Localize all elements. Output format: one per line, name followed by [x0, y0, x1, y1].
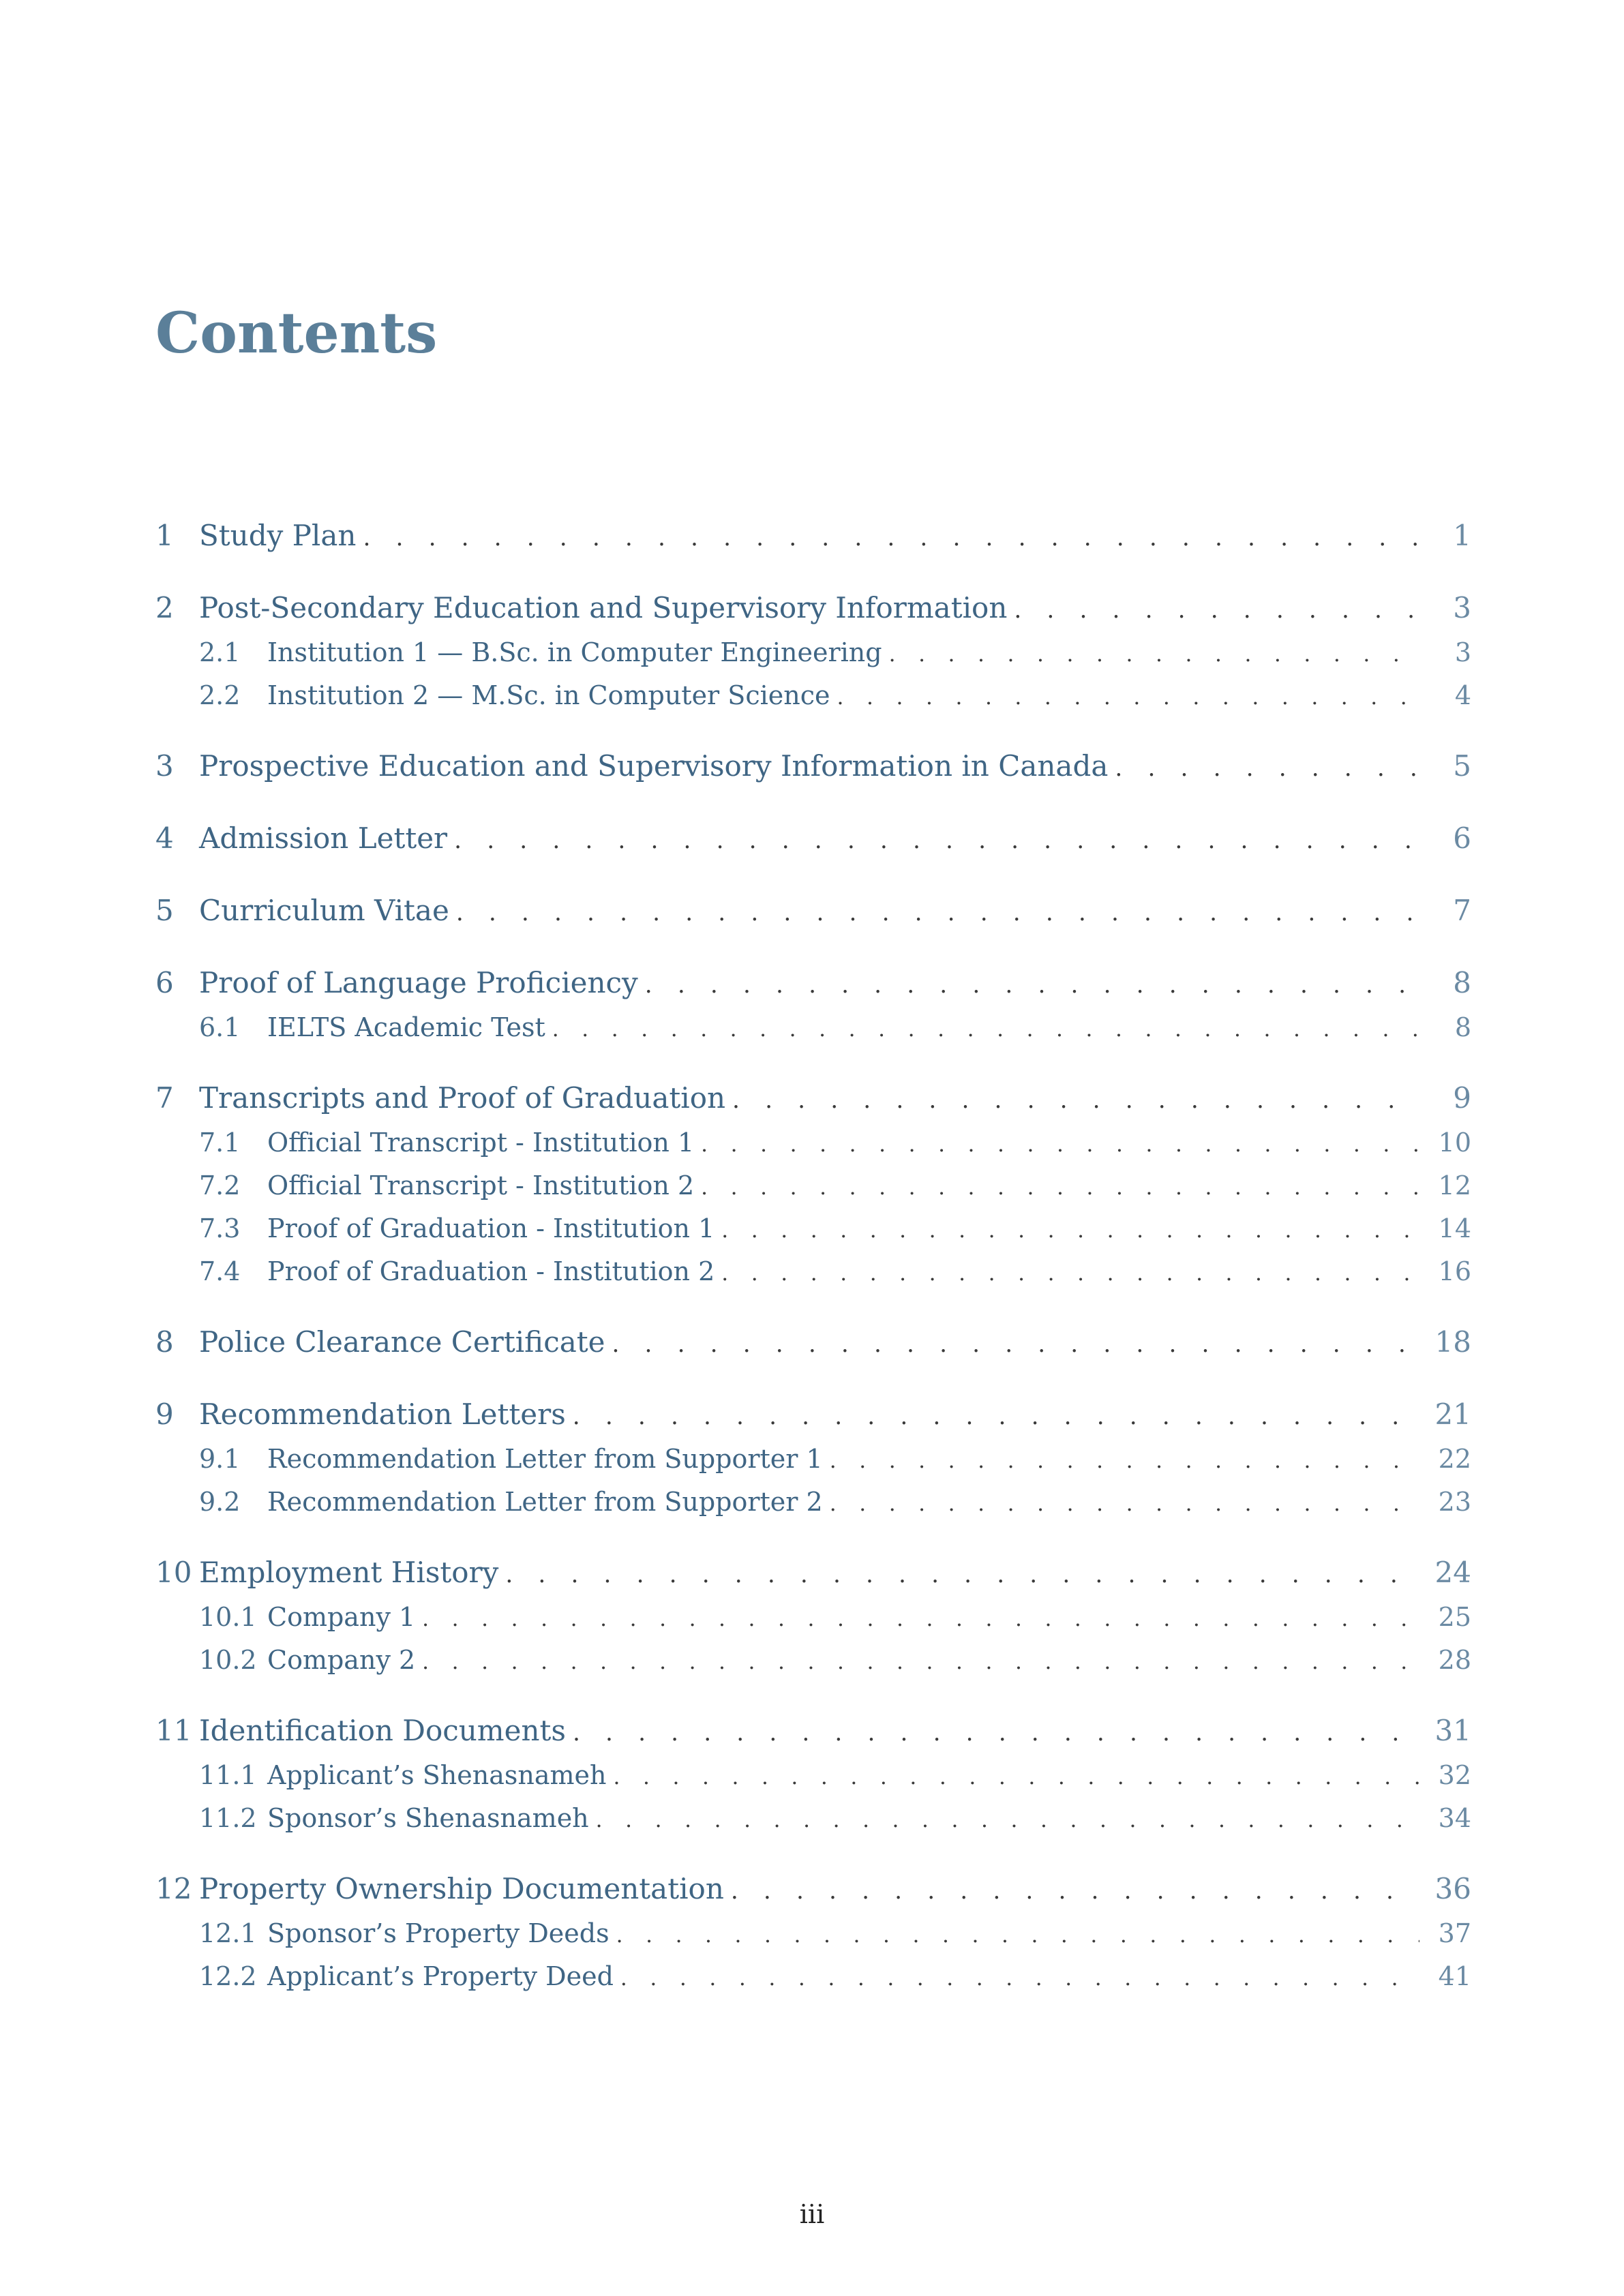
- dot-leader: [830, 1440, 1419, 1483]
- toc-entry-title[interactable]: Recommendation Letter from Supporter 1: [267, 1444, 823, 1474]
- toc-entry-title[interactable]: Post-Secondary Education and Supervisory Information: [199, 591, 1008, 624]
- toc-entry-title[interactable]: Proof of Graduation - Institution 2: [267, 1256, 715, 1286]
- page-title: Contents: [155, 301, 438, 366]
- toc-entry-title[interactable]: Applicant’s Shenasnameh: [267, 1760, 607, 1790]
- toc-entry-number: 12.2: [199, 1961, 257, 1991]
- dot-leader: [1014, 587, 1419, 633]
- dot-leader: [837, 676, 1420, 719]
- toc-entry-page[interactable]: 1: [1453, 519, 1471, 552]
- toc-entry-page[interactable]: 5: [1453, 749, 1471, 783]
- toc-entry-number: 12.1: [199, 1918, 257, 1948]
- dot-leader: [889, 633, 1419, 676]
- toc-entry-page[interactable]: 18: [1434, 1325, 1471, 1359]
- toc-entry-number: 4: [155, 821, 174, 855]
- toc-entry-number: 10.2: [199, 1645, 257, 1675]
- dot-leader: [721, 1209, 1419, 1252]
- toc-entry-title[interactable]: Employment History: [199, 1556, 499, 1589]
- toc-entry-page[interactable]: 34: [1438, 1803, 1471, 1833]
- toc-entry-section[interactable]: [155, 1319, 1471, 1365]
- toc-entry-page[interactable]: 41: [1438, 1961, 1471, 1991]
- toc-section: [155, 1550, 1471, 1682]
- toc-entry-subsection[interactable]: [155, 1481, 1471, 1524]
- toc-entry-page[interactable]: 3: [1454, 637, 1471, 667]
- toc-section: [155, 1866, 1471, 1998]
- toc-entry-section[interactable]: [155, 743, 1471, 789]
- dot-leader: [620, 1957, 1419, 2000]
- toc-entry-subsection[interactable]: [155, 1207, 1471, 1250]
- toc-entry-number: 8: [155, 1325, 174, 1359]
- dot-leader: [363, 515, 1419, 561]
- dot-leader: [721, 1252, 1419, 1295]
- toc-section: [155, 513, 1471, 559]
- toc-section: [155, 743, 1471, 789]
- toc-entry-number: 11.1: [199, 1760, 257, 1790]
- toc-entry-number: 10.1: [199, 1602, 257, 1632]
- toc-entry-subsection[interactable]: [155, 1250, 1471, 1293]
- toc-entry-title[interactable]: Curriculum Vitae: [199, 894, 449, 927]
- toc-entry-page[interactable]: 14: [1438, 1213, 1471, 1243]
- table-of-contents: [155, 513, 1471, 2024]
- toc-entry-number: 5: [155, 894, 174, 927]
- toc-entry-title[interactable]: Property Ownership Documentation: [199, 1872, 724, 1905]
- toc-entry-title[interactable]: Applicant’s Property Deed: [267, 1961, 614, 1991]
- toc-entry-page[interactable]: 24: [1434, 1556, 1471, 1589]
- toc-entry-title[interactable]: Official Transcript - Institution 2: [267, 1170, 695, 1200]
- toc-entry-number: 11: [155, 1714, 192, 1747]
- toc-entry-page[interactable]: 9: [1453, 1081, 1471, 1115]
- toc-entry-page[interactable]: 8: [1453, 966, 1471, 999]
- toc-entry-section[interactable]: [155, 960, 1471, 1006]
- toc-entry-title[interactable]: Proof of Graduation - Institution 1: [267, 1213, 715, 1243]
- dot-leader: [732, 1077, 1419, 1123]
- toc-entry-number: 2.1: [199, 637, 241, 667]
- toc-entry-number: 7.3: [199, 1213, 241, 1243]
- page-footer-number: iii: [799, 2199, 825, 2229]
- toc-entry-section[interactable]: [155, 888, 1471, 934]
- dot-leader: [1115, 745, 1419, 791]
- dot-leader: [614, 1756, 1420, 1799]
- toc-entry-number: 6.1: [199, 1012, 241, 1042]
- toc-entry-title[interactable]: Study Plan: [199, 519, 357, 552]
- toc-entry-page[interactable]: 23: [1438, 1487, 1471, 1517]
- toc-section: [155, 585, 1471, 717]
- toc-entry-title[interactable]: Identification Documents: [199, 1714, 566, 1747]
- toc-entry-number: 7: [155, 1081, 174, 1115]
- toc-entry-number: 7.2: [199, 1170, 241, 1200]
- toc-entry-number: 10: [155, 1556, 192, 1589]
- dot-leader: [552, 1008, 1419, 1051]
- toc-entry-subsection[interactable]: [155, 631, 1471, 674]
- toc-entry-page[interactable]: 8: [1454, 1012, 1471, 1042]
- toc-entry-title[interactable]: Police Clearance Certificate: [199, 1325, 605, 1359]
- dot-leader: [701, 1166, 1419, 1209]
- toc-entry-subsection[interactable]: [155, 1955, 1471, 1998]
- toc-entry-section[interactable]: [155, 1391, 1471, 1438]
- dot-leader: [573, 1710, 1419, 1756]
- toc-entry-number: 6: [155, 966, 174, 999]
- toc-entry-page[interactable]: 10: [1438, 1128, 1471, 1158]
- toc-entry-title[interactable]: Institution 1 — B.Sc. in Computer Engineering: [267, 637, 882, 667]
- toc-entry-page[interactable]: 12: [1438, 1170, 1471, 1200]
- toc-entry-section[interactable]: [155, 1550, 1471, 1596]
- toc-entry-number: 1: [155, 519, 174, 552]
- toc-entry-title[interactable]: Company 1: [267, 1602, 416, 1632]
- toc-entry-title[interactable]: Proof of Language Proficiency: [199, 966, 638, 999]
- toc-section: [155, 815, 1471, 862]
- toc-entry-subsection[interactable]: [155, 674, 1471, 717]
- dot-leader: [456, 890, 1419, 936]
- toc-section: [155, 1391, 1471, 1524]
- dot-leader: [454, 817, 1419, 864]
- toc-entry-title[interactable]: Institution 2 — M.Sc. in Computer Science: [267, 680, 830, 710]
- toc-entry-title[interactable]: Company 2: [267, 1645, 416, 1675]
- toc-entry-page[interactable]: 37: [1438, 1918, 1471, 1948]
- toc-entry-page[interactable]: 36: [1434, 1872, 1471, 1905]
- toc-entry-subsection[interactable]: [155, 1912, 1471, 1955]
- toc-entry-number: 9.1: [199, 1444, 241, 1474]
- toc-entry-number: 3: [155, 749, 174, 783]
- dot-leader: [422, 1598, 1419, 1641]
- toc-entry-section[interactable]: [155, 815, 1471, 862]
- toc-entry-page[interactable]: 25: [1438, 1602, 1471, 1632]
- toc-entry-page[interactable]: 3: [1453, 591, 1471, 624]
- dot-leader: [422, 1641, 1419, 1684]
- toc-entry-section[interactable]: [155, 585, 1471, 631]
- toc-entry-page[interactable]: 7: [1453, 894, 1471, 927]
- toc-entry-subsection[interactable]: [155, 1596, 1471, 1639]
- dot-leader: [616, 1914, 1419, 1957]
- toc-entry-section[interactable]: [155, 1075, 1471, 1121]
- toc-entry-title[interactable]: Sponsor’s Shenasnameh: [267, 1803, 589, 1833]
- toc-section: [155, 888, 1471, 934]
- toc-entry-number: 12: [155, 1872, 192, 1905]
- toc-entry-subsection[interactable]: [155, 1164, 1471, 1207]
- toc-entry-subsection[interactable]: [155, 1797, 1471, 1840]
- toc-entry-page[interactable]: 22: [1438, 1444, 1471, 1474]
- toc-section: [155, 1319, 1471, 1365]
- toc-entry-subsection[interactable]: [155, 1639, 1471, 1682]
- toc-section: [155, 1075, 1471, 1293]
- toc-section: [155, 1708, 1471, 1840]
- toc-entry-number: 11.2: [199, 1803, 257, 1833]
- toc-entry-title[interactable]: Recommendation Letters: [199, 1398, 566, 1431]
- dot-leader: [731, 1868, 1419, 1914]
- toc-entry-number: 2: [155, 591, 174, 624]
- dot-leader: [596, 1799, 1419, 1842]
- toc-entry-section[interactable]: [155, 1708, 1471, 1754]
- toc-entry-page[interactable]: 4: [1454, 680, 1471, 710]
- dot-leader: [645, 962, 1419, 1008]
- toc-entry-page[interactable]: 21: [1434, 1398, 1471, 1431]
- dot-leader: [701, 1123, 1419, 1166]
- toc-entry-title[interactable]: Official Transcript - Institution 1: [267, 1128, 695, 1158]
- dot-leader: [612, 1321, 1420, 1368]
- toc-entry-number: 7.1: [199, 1128, 241, 1158]
- toc-section: [155, 960, 1471, 1049]
- toc-entry-number: 7.4: [199, 1256, 241, 1286]
- toc-entry-title[interactable]: Admission Letter: [199, 821, 448, 855]
- dot-leader: [573, 1393, 1419, 1440]
- toc-entry-number: 2.2: [199, 680, 241, 710]
- toc-entry-page[interactable]: 28: [1438, 1645, 1471, 1675]
- dot-leader: [505, 1552, 1419, 1598]
- toc-entry-number: 9.2: [199, 1487, 241, 1517]
- toc-entry-page[interactable]: 32: [1438, 1760, 1471, 1790]
- toc-entry-number: 9: [155, 1398, 174, 1431]
- toc-entry-title[interactable]: Prospective Education and Supervisory Information in Canada: [199, 749, 1109, 783]
- toc-entry-title[interactable]: IELTS Academic Test: [267, 1012, 545, 1042]
- toc-entry-page[interactable]: 16: [1438, 1256, 1471, 1286]
- toc-entry-title[interactable]: Transcripts and Proof of Graduation: [199, 1081, 726, 1115]
- toc-entry-section[interactable]: [155, 513, 1471, 559]
- toc-entry-title[interactable]: Sponsor’s Property Deeds: [267, 1918, 610, 1948]
- dot-leader: [830, 1483, 1419, 1526]
- toc-entry-page[interactable]: 31: [1434, 1714, 1471, 1747]
- toc-entry-page[interactable]: 6: [1453, 821, 1471, 855]
- toc-entry-subsection[interactable]: [155, 1438, 1471, 1481]
- toc-entry-subsection[interactable]: [155, 1754, 1471, 1797]
- toc-entry-title[interactable]: Recommendation Letter from Supporter 2: [267, 1487, 823, 1517]
- toc-entry-subsection[interactable]: [155, 1006, 1471, 1049]
- toc-entry-section[interactable]: [155, 1866, 1471, 1912]
- toc-entry-subsection[interactable]: [155, 1121, 1471, 1164]
